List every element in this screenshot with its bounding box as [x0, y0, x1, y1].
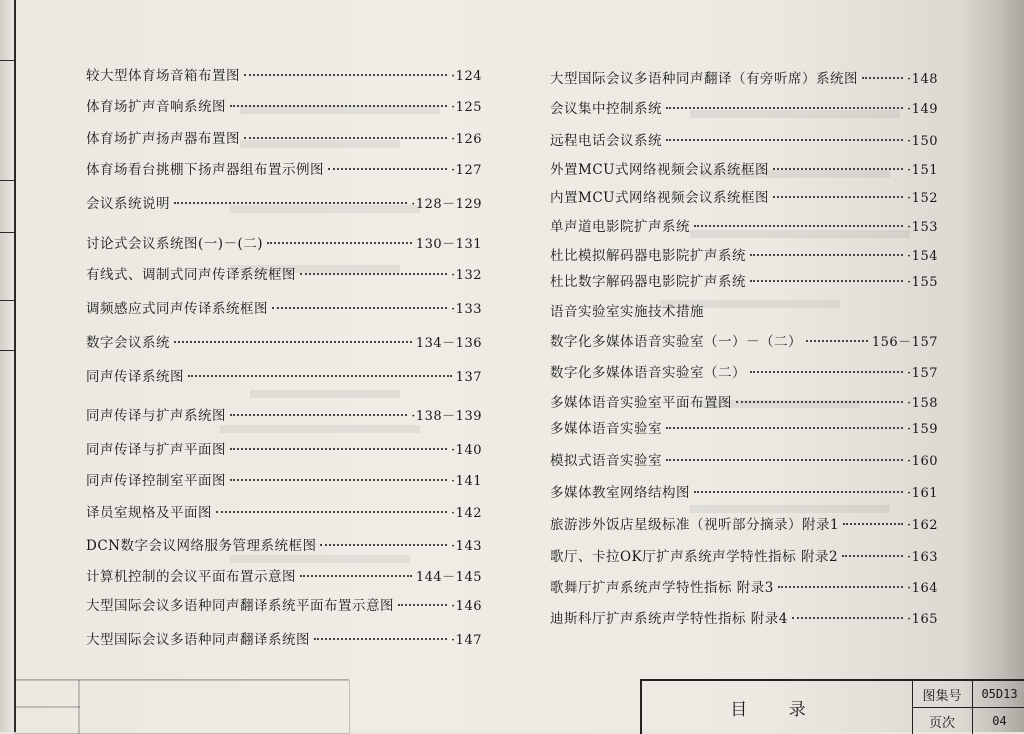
- entry-page: ·165: [907, 612, 938, 627]
- dot-leader: [750, 254, 903, 256]
- entry-title: 会议系统说明: [86, 196, 170, 212]
- entry-page: ·146: [451, 599, 482, 614]
- toc-entry[interactable]: [86, 365, 482, 385]
- entry-page: ·160: [907, 454, 938, 469]
- dot-leader: [792, 617, 903, 619]
- toc-entry[interactable]: [86, 64, 482, 84]
- entry-title: 单声道电影院扩声系统: [550, 219, 690, 235]
- margin-rule: [0, 300, 14, 301]
- entry-page: ·163: [907, 550, 938, 565]
- entry-page: ·132: [451, 268, 482, 283]
- dot-leader: [398, 604, 447, 606]
- toc-entry[interactable]: [550, 67, 938, 87]
- entry-title: 歌厅、卡拉OK厅扩声系统声学特性指标 附录2: [550, 549, 839, 565]
- entry-page: ·155: [907, 275, 938, 290]
- entry-page: ·138－139: [411, 409, 482, 424]
- dot-leader: [862, 77, 903, 79]
- entry-page: ·141: [451, 474, 482, 489]
- toc-entry[interactable]: [86, 127, 482, 147]
- binding-margin: [0, 0, 16, 732]
- page-number-row: [912, 708, 1024, 734]
- entry-page: ·140: [451, 443, 482, 458]
- entry-title: 同声传译与扩声系统图: [86, 408, 226, 424]
- entry-page: ·125: [451, 100, 482, 115]
- dot-leader: [694, 491, 903, 493]
- dot-leader: [314, 638, 447, 640]
- entry-page: ·158: [907, 396, 938, 411]
- dot-leader: [750, 371, 903, 373]
- toc-entry[interactable]: [86, 404, 482, 424]
- atlas-number-row: [912, 681, 1024, 708]
- entry-title: 歌舞厅扩声系统声学特性指标 附录3: [550, 580, 774, 596]
- margin-rule: [0, 180, 14, 181]
- toc-entry[interactable]: [550, 545, 938, 565]
- toc-entry[interactable]: [86, 534, 482, 554]
- toc-entry[interactable]: [550, 215, 938, 235]
- dot-leader: [328, 168, 447, 170]
- toc-entry[interactable]: [86, 263, 482, 283]
- entry-page: ·143: [451, 539, 482, 554]
- entry-page: ·133: [451, 302, 482, 317]
- toc-entry[interactable]: [86, 594, 482, 614]
- toc-entry[interactable]: [86, 95, 482, 115]
- toc-entry[interactable]: [550, 576, 938, 596]
- dot-leader: [230, 414, 407, 416]
- entry-title: 多媒体教室网络结构图: [550, 485, 690, 501]
- entry-page: ·152: [907, 191, 938, 206]
- entry-page: ·128－129: [411, 197, 482, 212]
- entry-page: ·164: [907, 581, 938, 596]
- title-block-heading: 目 录: [642, 681, 913, 734]
- entry-page: 134－136: [415, 336, 482, 351]
- toc-entry[interactable]: [550, 186, 938, 206]
- dot-leader: [773, 196, 903, 198]
- entry-title: 数字会议系统: [86, 335, 170, 351]
- dot-leader: [773, 168, 903, 170]
- entry-title: 外置MCU式网络视频会议系统框图: [550, 162, 770, 178]
- dot-leader: [300, 273, 447, 275]
- entry-page: ·149: [907, 102, 938, 117]
- entry-title: 大型国际会议多语种同声翻译系统图: [86, 632, 310, 648]
- dot-leader: [666, 139, 903, 141]
- toc-entry[interactable]: [550, 129, 938, 149]
- toc-entry[interactable]: [550, 513, 938, 533]
- toc-entry[interactable]: [550, 361, 938, 381]
- entry-title: 体育场扩声扬声器布置图: [86, 131, 240, 147]
- dot-leader: [694, 225, 903, 227]
- page-number-value: 04: [992, 714, 1007, 728]
- toc-entry[interactable]: [86, 469, 482, 489]
- entry-title: 模拟式语音实验室: [550, 453, 662, 469]
- entry-title: 同声传译与扩声平面图: [86, 442, 226, 458]
- toc-entry[interactable]: [86, 331, 482, 351]
- toc-entry[interactable]: [86, 192, 482, 212]
- entry-title: 旅游涉外饭店星级标准（视听部分摘录）附录1: [550, 517, 840, 533]
- entry-title: 译员室规格及平面图: [86, 505, 212, 521]
- entry-title: 数字化多媒体语音实验室（二）: [550, 365, 746, 381]
- dot-leader: [230, 105, 447, 107]
- toc-entry[interactable]: [550, 481, 938, 501]
- toc-entry-heading[interactable]: [550, 300, 938, 320]
- atlas-number-label: 图集号: [912, 681, 973, 707]
- toc-entry[interactable]: [86, 501, 482, 521]
- entry-title: 同声传译控制室平面图: [86, 473, 226, 489]
- atlas-number-value: 05D13: [981, 687, 1018, 701]
- dot-leader: [267, 242, 412, 244]
- entry-title: 计算机控制的会议平面布置示意图: [86, 569, 296, 585]
- toc-entry[interactable]: [550, 417, 938, 437]
- entry-page: ·162: [907, 518, 938, 533]
- toc-entry[interactable]: [550, 391, 938, 411]
- entry-page: ·142: [451, 506, 482, 521]
- entry-title: 杜比数字解码器电影院扩声系统: [550, 274, 746, 290]
- toc-entry[interactable]: [86, 158, 482, 178]
- margin-rule: [0, 350, 14, 351]
- entry-title: 讨论式会议系统图(一)－(二): [86, 236, 264, 252]
- margin-rule: [0, 60, 14, 61]
- toc-entry[interactable]: [550, 607, 938, 627]
- dot-leader: [778, 586, 903, 588]
- entry-page: 130－131: [415, 237, 482, 252]
- entry-title: 会议集中控制系统: [550, 101, 662, 117]
- dot-leader: [244, 74, 447, 76]
- entry-title: 语音实验室实施技术措施: [550, 304, 704, 320]
- entry-page: ·153: [907, 220, 938, 235]
- dot-leader: [843, 523, 903, 525]
- bleed-title-block: [14, 679, 349, 733]
- dot-leader: [174, 341, 412, 343]
- dot-leader: [750, 280, 903, 282]
- entry-page: ·148: [907, 72, 938, 87]
- entry-page: ·159: [907, 422, 938, 437]
- dot-leader: [272, 307, 447, 309]
- entry-title: 体育场看台挑棚下扬声器组布置示例图: [86, 162, 324, 178]
- title-block: [640, 679, 1024, 734]
- dot-leader: [320, 544, 447, 546]
- dot-leader: [300, 575, 412, 577]
- entry-title: 大型国际会议多语种同声翻译系统平面布置示意图: [86, 598, 394, 614]
- page-number-label: 页次: [912, 708, 973, 734]
- margin-rule: [0, 232, 14, 233]
- entry-title: 有线式、调制式同声传译系统框图: [86, 267, 296, 283]
- dot-leader: [806, 340, 868, 342]
- toc-entry[interactable]: [86, 232, 482, 252]
- toc-entry[interactable]: [86, 297, 482, 317]
- dot-leader: [736, 401, 903, 403]
- toc-entry[interactable]: [550, 158, 938, 178]
- toc-entry[interactable]: [86, 438, 482, 458]
- dot-leader: [842, 555, 903, 557]
- dot-leader: [666, 459, 903, 461]
- entry-title: 内置MCU式网络视频会议系统框图: [550, 190, 770, 206]
- entry-title: DCN数字会议网络服务管理系统框图: [86, 538, 317, 554]
- entry-title: 迪斯科厅扩声系统声学特性指标 附录4: [550, 611, 788, 627]
- entry-page: 137: [455, 370, 482, 385]
- entry-title: 较大型体育场音箱布置图: [86, 68, 240, 84]
- entry-page: 144－145: [415, 570, 482, 585]
- toc-entry[interactable]: [550, 97, 938, 117]
- entry-title: 调频感应式同声传译系统框图: [86, 301, 268, 317]
- entry-page: ·150: [907, 134, 938, 149]
- entry-page: ·161: [907, 486, 938, 501]
- dot-leader: [666, 427, 903, 429]
- dot-leader: [216, 511, 447, 513]
- toc-entry[interactable]: [550, 244, 938, 264]
- dot-leader: [174, 202, 407, 204]
- toc-entry[interactable]: [550, 449, 938, 469]
- entry-title: 杜比模拟解码器电影院扩声系统: [550, 248, 746, 264]
- entry-title: 同声传译系统图: [86, 369, 184, 385]
- entry-title: 多媒体语音实验室: [550, 421, 662, 437]
- entry-page: ·127: [451, 163, 482, 178]
- entry-title: 多媒体语音实验室平面布置图: [550, 395, 732, 411]
- dot-leader: [188, 375, 452, 377]
- toc-entry[interactable]: [86, 628, 482, 648]
- entry-page: ·126: [451, 132, 482, 147]
- entry-page: ·151: [907, 163, 938, 178]
- entry-title: 数字化多媒体语音实验室（一）－（二）: [550, 334, 802, 350]
- entry-page: ·124: [451, 69, 482, 84]
- entry-page: 156－157: [871, 335, 938, 350]
- entry-page: ·147: [451, 633, 482, 648]
- entry-title: 体育场扩声音响系统图: [86, 99, 226, 115]
- toc-entry[interactable]: [86, 565, 482, 585]
- toc-entry[interactable]: [550, 330, 938, 350]
- dot-leader: [666, 107, 903, 109]
- dot-leader: [230, 479, 447, 481]
- entry-title: 大型国际会议多语种同声翻译（有旁听席）系统图: [550, 71, 858, 87]
- entry-page: ·157: [907, 366, 938, 381]
- dot-leader: [244, 137, 447, 139]
- entry-page: ·154: [907, 249, 938, 264]
- entry-title: 远程电话会议系统: [550, 133, 662, 149]
- dot-leader: [230, 448, 447, 450]
- toc-entry[interactable]: [550, 270, 938, 290]
